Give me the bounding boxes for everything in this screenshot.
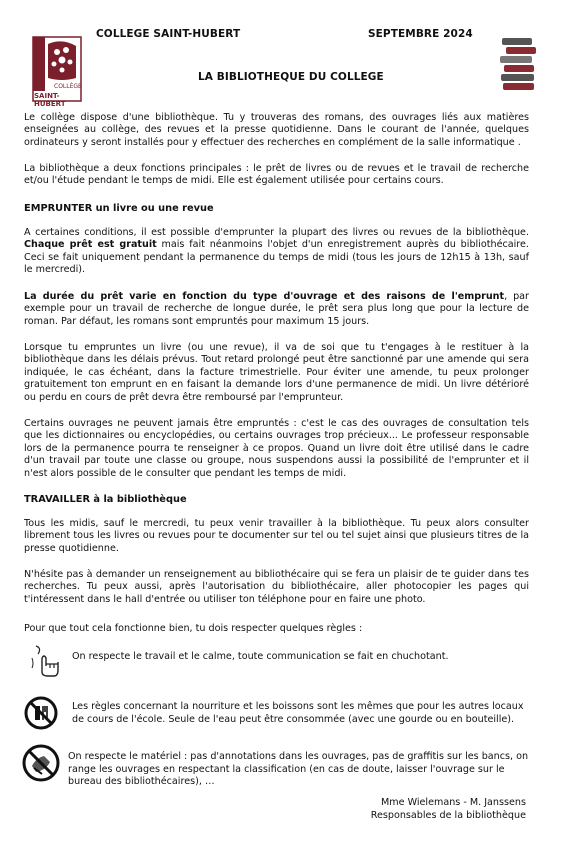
logo-text-saint-hubert: SAINT-HUBERT bbox=[34, 92, 66, 108]
rule-material-text: On respecte le matériel : pas d'annotations dans les ouvrages, pas de graffitis sur les bancs, on range les ouvrages en respectant la classification (en cas de doute, laisser l'ouvrage sur le bureau des bibliothécaires), … bbox=[68, 751, 529, 788]
intro-paragraph-1: Le collège dispose d'une bibliothèque. Tu y trouveras des romans, des ouvrages liés aux matières enseignées au collège, des revues et la presse quotidienne. Dans le courant de l'année, quelques ordinateurs y seront installés pour y effectuer des recherches en complément de la salle informatique . bbox=[24, 112, 529, 148]
school-logo bbox=[32, 36, 82, 108]
rule-food-text: Les règles concernant la nourriture et les boissons sont les mêmes que pour les autres locaux de cours de l'école. Seule de l'eau peut être consommée (avec une gourde ou en bouteille). bbox=[72, 701, 524, 725]
no-graffiti-icon bbox=[22, 744, 60, 786]
quiet-finger-icon bbox=[30, 644, 60, 682]
emprunter-p2-text: , par exemple pour un travail de recherche de longue durée, le prêt sera plus long que pour la lecture de roman. Par défaut, les romans sont empruntés pour maximum 15 jours. bbox=[24, 291, 530, 327]
logo-text-college: COLLÈGE bbox=[54, 83, 82, 90]
emprunter-p1-text: A certaines conditions, il est possible d'emprunter la plupart des livres ou revues de la bibliothèque. bbox=[24, 227, 529, 238]
document-date: SEPTEMBRE 2024 bbox=[368, 28, 473, 40]
emprunter-paragraph-2 bbox=[24, 291, 529, 328]
section-heading-travailler: TRAVAILLER à la bibliothèque bbox=[24, 494, 187, 505]
signature-names: Mme Wielemans - M. Janssens bbox=[381, 797, 526, 808]
books-stack-icon bbox=[498, 36, 538, 94]
signature-role: Responsables de la bibliothèque bbox=[370, 810, 526, 821]
travailler-paragraph-2: N'hésite pas à demander un renseignement au bibliothécaire qui se fera un plaisir de te guider dans tes recherches. Tu peux aussi, après l'autorisation du bibliothécaire, aller photocopier les pages qui t'intéressent dans le hall d'entrée ou utiliser ton téléphone pour en faire une photo. bbox=[24, 569, 529, 605]
intro-paragraph-2: La bibliothèque a deux fonctions principales : le prêt de livres ou de revues et le travail de recherche et/ou l'étude pendant le temps de midi. Elle est également utilisée pour certains cours. bbox=[24, 163, 529, 187]
emprunter-paragraph-1 bbox=[24, 227, 529, 277]
emprunter-paragraph-3: Lorsque tu empruntes un livre (ou une revue), il va de soi que tu t'engages à le restituer à la bibliothèque dans les délais prévus. Tout retard prolongé peut être sanctionné par une amende qui sera indiquée, le cas échéant, dans la facture trimestrielle. Pour éviter une amende, tu peux prolonger gratuitement ton emprunt en en faisant la demande lors d'une permanence de midi. Un livre détérioré ou perdu en cours de prêt devra être remboursé par l'emprunteur. bbox=[24, 342, 529, 403]
page-title: LA BIBLIOTHEQUE DU COLLEGE bbox=[198, 71, 384, 83]
emprunter-p1-bold: Chaque prêt est gratuit bbox=[24, 239, 157, 251]
rule-quiet-text: On respecte le travail et le calme, toute communication se fait en chuchotant. bbox=[72, 651, 449, 662]
travailler-paragraph-1: Tous les midis, sauf le mercredi, tu peux venir travailler à la bibliothèque. Tu peux alors consulter librement tous les livres ou revues pour te documenter sur tel ou tel sujet ainsi que plusieurs titres de la presse quotidienne. bbox=[24, 518, 529, 554]
emprunter-p2-bold: La durée du prêt varie en fonction du type d'ouvrage et des raisons de l'emprunt bbox=[24, 291, 505, 302]
travailler-paragraph-3: Pour que tout cela fonctionne bien, tu dois respecter quelques règles : bbox=[24, 623, 363, 634]
emprunter-p1-text-2: mais fait néanmoins l'objet d'un enregistrement auprès du bibliothécaire. Ceci se fait uniquement pendant la permanence du temps de midi (tous les jours de 12h15 à 13h, sauf le mercredi). bbox=[24, 239, 529, 276]
school-name: COLLEGE SAINT-HUBERT bbox=[96, 28, 241, 40]
no-food-drink-icon bbox=[24, 696, 58, 734]
section-heading-emprunter: EMPRUNTER un livre ou une revue bbox=[24, 203, 214, 214]
emprunter-paragraph-4: Certains ouvrages ne peuvent jamais être empruntés : c'est le cas des ouvrages de consultation tels que les dictionnaires ou encyclopédies, ou certains ouvrages trop précieux... Le professeur responsable lors de la permanence pourra te renseigner à ce propos. Quand un livre doit être utilisé dans le cadre d'un travail par toute une classe ou groupe, nous suspendons aussi la possibilité de l'emprunter et il n'est alors possible de le consulter que pendant les temps de midi. bbox=[24, 418, 529, 479]
